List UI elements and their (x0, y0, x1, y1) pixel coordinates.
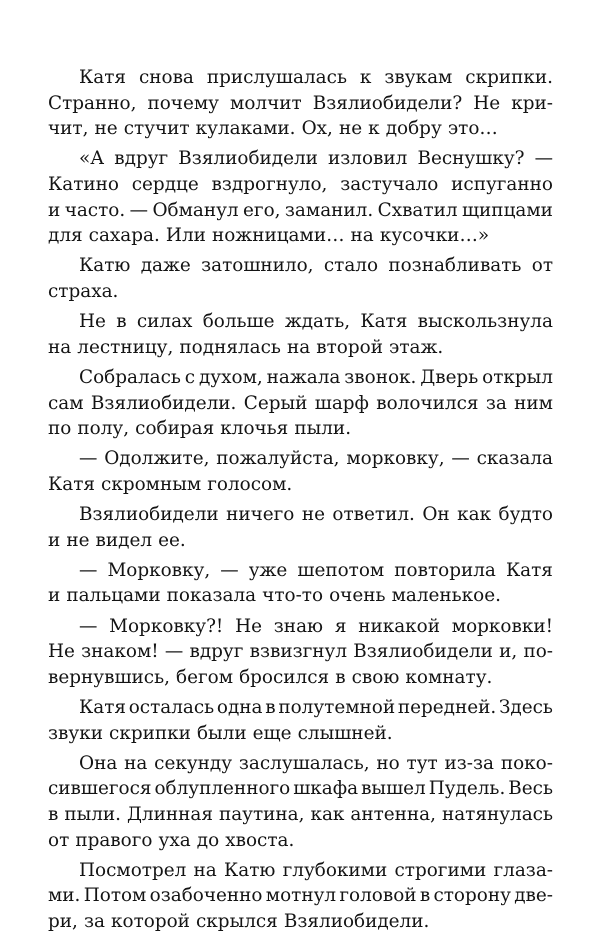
paragraph (48, 751, 553, 853)
text-line: в пыли. Длинная паутина, как антенна, натянулась (48, 803, 553, 825)
text-line: Посмотрел на Катю глубокими строгими глаза- (79, 859, 553, 881)
paragraph (48, 65, 553, 142)
paragraph (48, 558, 553, 609)
text-line: ми. Потом озабоченно мотнул головой в сторону две- (48, 885, 553, 907)
text-line: Катя скромным голосом. (48, 473, 293, 495)
text-line: и не видел ее. (48, 529, 186, 551)
paragraph (48, 365, 553, 442)
text-line: Собралась с духом, нажала звонок. Дверь открыл (79, 366, 553, 388)
text-line: Не знаком! — вдруг взвизгнул Взялиобидели и, по- (48, 641, 553, 663)
text-line: звуки скрипки были еще слышней. (48, 722, 393, 744)
paragraph (48, 614, 553, 691)
paragraph (48, 695, 553, 746)
text-line: Катя снова прислушалась к звукам скрипки. (79, 67, 553, 88)
text-line: чит, не стучит кулаками. Ох, не к добру это… (48, 118, 498, 140)
text-line: сам Взялиобидели. Серый шарф волочился за ним (48, 392, 553, 414)
text-line: Катя осталась одна в полутемной передней. Здесь (79, 697, 553, 718)
paragraph (48, 253, 553, 304)
paragraph (48, 146, 553, 248)
text-line: ри, за которой скрылся Взялиобидели. (48, 910, 430, 932)
text-line: — Морковку?! Не знаю я никакой морковки! (79, 615, 553, 637)
text-line: «А вдруг Взялиобидели изловил Веснушку? — (79, 148, 553, 170)
text-line: Странно, почему молчит Взялиобидели? Не кри- (48, 92, 553, 114)
text-line: вернувшись, бегом бросился в свою комнату. (48, 666, 493, 688)
text-line: Взялиобидели ничего не ответил. Он как будто (79, 504, 553, 526)
text-line: по полу, собирая клочья пыли. (48, 418, 352, 440)
text-line: от правого уха до хвоста. (48, 829, 295, 851)
text-line: и часто. — Обманул его, заманил. Схватил щипцами (48, 199, 553, 221)
book-page-text (48, 65, 553, 939)
text-line: и пальцами показала что-то очень маленькое. (48, 585, 501, 607)
text-line: для сахара. Или ножницами… на кусочки…» (48, 225, 490, 247)
text-line: — Морковку, — уже шепотом повторила Катя (79, 559, 553, 581)
text-line: Она на секунду заслушалась, но тут из-за поко- (79, 752, 553, 774)
text-line: страха. (48, 280, 119, 302)
paragraph (48, 309, 553, 360)
text-line: Катино сердце вздрогнуло, застучало испуганно (48, 173, 553, 195)
paragraph (48, 858, 553, 935)
paragraph (48, 446, 553, 497)
text-line: сившегося облупленного шкафа вышел Пудель. Весь (48, 778, 553, 800)
text-line: Катю даже затошнило, стало познабливать от (79, 255, 553, 277)
text-line: Не в силах больше ждать, Катя выскользнула (79, 311, 553, 333)
paragraph (48, 502, 553, 553)
text-line: — Одолжите, пожалуйста, морковку, — сказала (79, 448, 553, 470)
text-line: на лестницу, поднялась на второй этаж. (48, 336, 444, 358)
